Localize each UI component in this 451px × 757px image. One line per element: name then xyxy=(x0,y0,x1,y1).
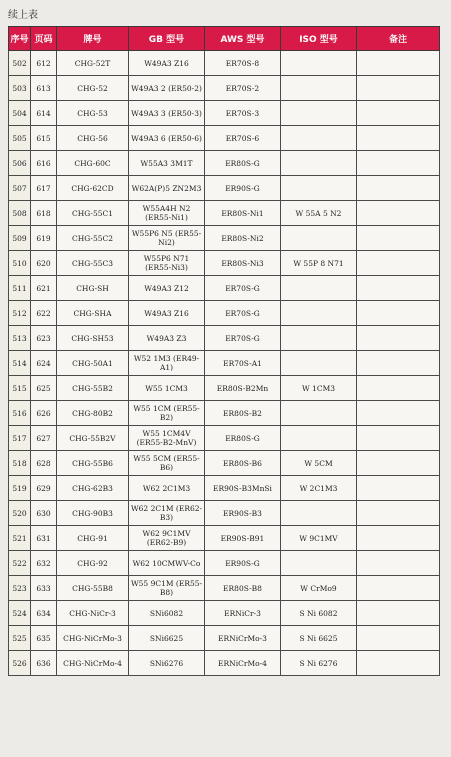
cell-note xyxy=(357,576,440,601)
cell-page: 635 xyxy=(31,626,57,651)
table-row xyxy=(9,626,440,651)
cell-seq: 523 xyxy=(9,576,31,601)
cell-note xyxy=(357,601,440,626)
cell-aws: ER70S-G xyxy=(205,301,281,326)
cell-gb: W49A3 3 (ER50-3) xyxy=(129,101,205,126)
cell-aws: ER80S-B2 xyxy=(205,401,281,426)
cell-gb: SNi6082 xyxy=(129,601,205,626)
cell-aws: ERNiCrMo-4 xyxy=(205,651,281,676)
cell-gb: W49A3 2 (ER50-2) xyxy=(129,76,205,101)
cell-seq: 521 xyxy=(9,526,31,551)
table-row xyxy=(9,401,440,426)
cell-gb: W62A(P)5 ZN2M3 xyxy=(129,176,205,201)
cell-note xyxy=(357,201,440,226)
cell-gb: W55A3 3M1T xyxy=(129,151,205,176)
cell-note xyxy=(357,351,440,376)
cell-brand: CHG-55B2V xyxy=(57,426,129,451)
cell-note xyxy=(357,451,440,476)
cell-iso xyxy=(281,51,357,76)
cell-iso xyxy=(281,226,357,251)
cell-brand: CHG-SH53 xyxy=(57,326,129,351)
header-row xyxy=(9,27,440,51)
cell-seq: 510 xyxy=(9,251,31,276)
cell-gb: W49A3 Z16 xyxy=(129,301,205,326)
cell-page: 625 xyxy=(31,376,57,401)
cell-page: 628 xyxy=(31,451,57,476)
table-row xyxy=(9,176,440,201)
cell-iso: W 1CM3 xyxy=(281,376,357,401)
cell-aws: ER80S-B8 xyxy=(205,576,281,601)
cell-brand: CHG-55B6 xyxy=(57,451,129,476)
header-page: 页码 xyxy=(31,27,57,51)
header-brand: 牌号 xyxy=(57,27,129,51)
cell-aws: ER80S-B6 xyxy=(205,451,281,476)
cell-gb: W55P6 N71 (ER55-Ni3) xyxy=(129,251,205,276)
cell-seq: 517 xyxy=(9,426,31,451)
cell-note xyxy=(357,176,440,201)
cell-aws: ER70S-6 xyxy=(205,126,281,151)
cell-page: 636 xyxy=(31,651,57,676)
cell-aws: ER90S-B3MnSi xyxy=(205,476,281,501)
cell-gb: W49A3 Z16 xyxy=(129,51,205,76)
cell-iso: W 55A 5 N2 xyxy=(281,201,357,226)
cell-seq: 506 xyxy=(9,151,31,176)
cell-brand: CHG-62B3 xyxy=(57,476,129,501)
table-row xyxy=(9,426,440,451)
cell-gb: W62 9C1MV (ER62-B9) xyxy=(129,526,205,551)
cell-brand: CHG-NiCr-3 xyxy=(57,601,129,626)
cell-page: 619 xyxy=(31,226,57,251)
cell-brand: CHG-NiCrMo-4 xyxy=(57,651,129,676)
cell-brand: CHG-55B2 xyxy=(57,376,129,401)
cell-note xyxy=(357,251,440,276)
cell-seq: 522 xyxy=(9,551,31,576)
cell-aws: ER80S-Ni3 xyxy=(205,251,281,276)
cell-seq: 524 xyxy=(9,601,31,626)
cell-note xyxy=(357,326,440,351)
cell-brand: CHG-55C1 xyxy=(57,201,129,226)
cell-brand: CHG-52 xyxy=(57,76,129,101)
cell-page: 622 xyxy=(31,301,57,326)
cell-iso xyxy=(281,351,357,376)
cell-gb: W49A3 Z3 xyxy=(129,326,205,351)
cell-aws: ERNiCr-3 xyxy=(205,601,281,626)
cell-seq: 525 xyxy=(9,626,31,651)
cell-gb: SNi6276 xyxy=(129,651,205,676)
table-body xyxy=(9,51,440,676)
cell-note xyxy=(357,551,440,576)
cell-seq: 508 xyxy=(9,201,31,226)
cell-aws: ER70S-8 xyxy=(205,51,281,76)
cell-note xyxy=(357,401,440,426)
cell-aws: ER70S-G xyxy=(205,276,281,301)
header-note: 备注 xyxy=(357,27,440,51)
table-row xyxy=(9,451,440,476)
cell-page: 632 xyxy=(31,551,57,576)
cell-note xyxy=(357,51,440,76)
cell-iso xyxy=(281,101,357,126)
cell-brand: CHG-SH xyxy=(57,276,129,301)
cell-aws: ER70S-3 xyxy=(205,101,281,126)
table-row xyxy=(9,601,440,626)
cell-note xyxy=(357,476,440,501)
cell-page: 633 xyxy=(31,576,57,601)
cell-page: 631 xyxy=(31,526,57,551)
table-row xyxy=(9,101,440,126)
cell-iso xyxy=(281,126,357,151)
table-row xyxy=(9,476,440,501)
cell-brand: CHG-52T xyxy=(57,51,129,76)
table-row xyxy=(9,126,440,151)
cell-note xyxy=(357,376,440,401)
cell-seq: 511 xyxy=(9,276,31,301)
cell-page: 627 xyxy=(31,426,57,451)
table-row xyxy=(9,251,440,276)
cell-iso: S Ni 6625 xyxy=(281,626,357,651)
cell-seq: 502 xyxy=(9,51,31,76)
cell-brand: CHG-60C xyxy=(57,151,129,176)
table-row xyxy=(9,301,440,326)
cell-iso: S Ni 6082 xyxy=(281,601,357,626)
cell-aws: ER70S-A1 xyxy=(205,351,281,376)
cell-aws: ER80S-Ni1 xyxy=(205,201,281,226)
cell-brand: CHG-62CD xyxy=(57,176,129,201)
cell-gb: W49A3 6 (ER50-6) xyxy=(129,126,205,151)
cell-iso: W 5CM xyxy=(281,451,357,476)
cell-seq: 515 xyxy=(9,376,31,401)
cell-gb: W62 2C1M (ER62-B3) xyxy=(129,501,205,526)
cell-seq: 505 xyxy=(9,126,31,151)
cell-note xyxy=(357,526,440,551)
cell-brand: CHG-90B3 xyxy=(57,501,129,526)
cell-note xyxy=(357,126,440,151)
cell-page: 618 xyxy=(31,201,57,226)
cell-seq: 513 xyxy=(9,326,31,351)
cell-note xyxy=(357,151,440,176)
cell-note xyxy=(357,226,440,251)
cell-aws: ER70S-G xyxy=(205,326,281,351)
table-row xyxy=(9,526,440,551)
table-caption: 续上表 xyxy=(8,10,38,21)
cell-page: 630 xyxy=(31,501,57,526)
cell-gb: W49A3 Z12 xyxy=(129,276,205,301)
cell-seq: 516 xyxy=(9,401,31,426)
cell-brand: CHG-50A1 xyxy=(57,351,129,376)
cell-aws: ER70S-2 xyxy=(205,76,281,101)
cell-gb: W55 1CM3 xyxy=(129,376,205,401)
cell-seq: 520 xyxy=(9,501,31,526)
cell-iso xyxy=(281,301,357,326)
table-row xyxy=(9,651,440,676)
cell-seq: 512 xyxy=(9,301,31,326)
cell-seq: 514 xyxy=(9,351,31,376)
table-row xyxy=(9,76,440,101)
cell-page: 621 xyxy=(31,276,57,301)
table-row xyxy=(9,226,440,251)
cell-seq: 518 xyxy=(9,451,31,476)
cell-aws: ER90S-B3 xyxy=(205,501,281,526)
header-aws: AWS 型号 xyxy=(205,27,281,51)
cell-page: 629 xyxy=(31,476,57,501)
cell-aws: ER90S-G xyxy=(205,551,281,576)
cell-page: 634 xyxy=(31,601,57,626)
cell-brand: CHG-55B8 xyxy=(57,576,129,601)
cell-page: 623 xyxy=(31,326,57,351)
table-row xyxy=(9,501,440,526)
cell-gb: W62 2C1M3 xyxy=(129,476,205,501)
cell-page: 614 xyxy=(31,101,57,126)
header-iso: ISO 型号 xyxy=(281,27,357,51)
cell-brand: CHG-55C2 xyxy=(57,226,129,251)
cell-iso xyxy=(281,176,357,201)
cell-iso xyxy=(281,326,357,351)
cell-aws: ER90S-G xyxy=(205,176,281,201)
cell-note xyxy=(357,626,440,651)
cell-brand: CHG-53 xyxy=(57,101,129,126)
welding-wire-table xyxy=(8,26,440,676)
cell-aws: ER80S-Ni2 xyxy=(205,226,281,251)
cell-page: 624 xyxy=(31,351,57,376)
cell-iso: W 55P 8 N71 xyxy=(281,251,357,276)
cell-gb: W55P6 N5 (ER55-Ni2) xyxy=(129,226,205,251)
cell-aws: ER80S-G xyxy=(205,151,281,176)
table-row xyxy=(9,351,440,376)
table-row xyxy=(9,151,440,176)
cell-seq: 504 xyxy=(9,101,31,126)
cell-brand: CHG-SHA xyxy=(57,301,129,326)
table-row xyxy=(9,201,440,226)
cell-page: 616 xyxy=(31,151,57,176)
cell-iso xyxy=(281,76,357,101)
cell-aws: ER90S-B91 xyxy=(205,526,281,551)
cell-page: 612 xyxy=(31,51,57,76)
cell-note xyxy=(357,276,440,301)
cell-seq: 507 xyxy=(9,176,31,201)
cell-gb: W55 5CM (ER55-B6) xyxy=(129,451,205,476)
cell-iso: W 2C1M3 xyxy=(281,476,357,501)
table-row xyxy=(9,551,440,576)
cell-aws: ER80S-B2Mn xyxy=(205,376,281,401)
cell-gb: W55A4H N2 (ER55-Ni1) xyxy=(129,201,205,226)
cell-iso xyxy=(281,426,357,451)
cell-note xyxy=(357,76,440,101)
cell-iso xyxy=(281,551,357,576)
cell-note xyxy=(357,101,440,126)
cell-gb: SNi6625 xyxy=(129,626,205,651)
cell-page: 626 xyxy=(31,401,57,426)
cell-note xyxy=(357,501,440,526)
table-row xyxy=(9,376,440,401)
cell-aws: ER80S-G xyxy=(205,426,281,451)
cell-iso xyxy=(281,501,357,526)
cell-page: 620 xyxy=(31,251,57,276)
cell-note xyxy=(357,651,440,676)
cell-page: 613 xyxy=(31,76,57,101)
cell-seq: 503 xyxy=(9,76,31,101)
table-row xyxy=(9,276,440,301)
cell-gb: W55 1CM (ER55-B2) xyxy=(129,401,205,426)
cell-brand: CHG-55C3 xyxy=(57,251,129,276)
cell-page: 617 xyxy=(31,176,57,201)
cell-seq: 526 xyxy=(9,651,31,676)
cell-brand: CHG-NiCrMo-3 xyxy=(57,626,129,651)
header-gb: GB 型号 xyxy=(129,27,205,51)
cell-iso: S Ni 6276 xyxy=(281,651,357,676)
table-row xyxy=(9,576,440,601)
cell-seq: 509 xyxy=(9,226,31,251)
cell-gb: W55 9C1M (ER55-B8) xyxy=(129,576,205,601)
cell-brand: CHG-91 xyxy=(57,526,129,551)
table-row xyxy=(9,326,440,351)
cell-iso: W 9C1MV xyxy=(281,526,357,551)
cell-iso xyxy=(281,401,357,426)
cell-iso xyxy=(281,151,357,176)
cell-iso xyxy=(281,276,357,301)
cell-note xyxy=(357,301,440,326)
cell-gb: W55 1CM4V (ER55-B2-MnV) xyxy=(129,426,205,451)
cell-aws: ERNiCrMo-3 xyxy=(205,626,281,651)
cell-page: 615 xyxy=(31,126,57,151)
cell-brand: CHG-56 xyxy=(57,126,129,151)
header-seq: 序号 xyxy=(9,27,31,51)
cell-seq: 519 xyxy=(9,476,31,501)
cell-gb: W52 1M3 (ER49-A1) xyxy=(129,351,205,376)
cell-iso: W CrMo9 xyxy=(281,576,357,601)
table-row xyxy=(9,51,440,76)
cell-brand: CHG-80B2 xyxy=(57,401,129,426)
cell-brand: CHG-92 xyxy=(57,551,129,576)
cell-gb: W62 10CMWV-Co xyxy=(129,551,205,576)
cell-note xyxy=(357,426,440,451)
